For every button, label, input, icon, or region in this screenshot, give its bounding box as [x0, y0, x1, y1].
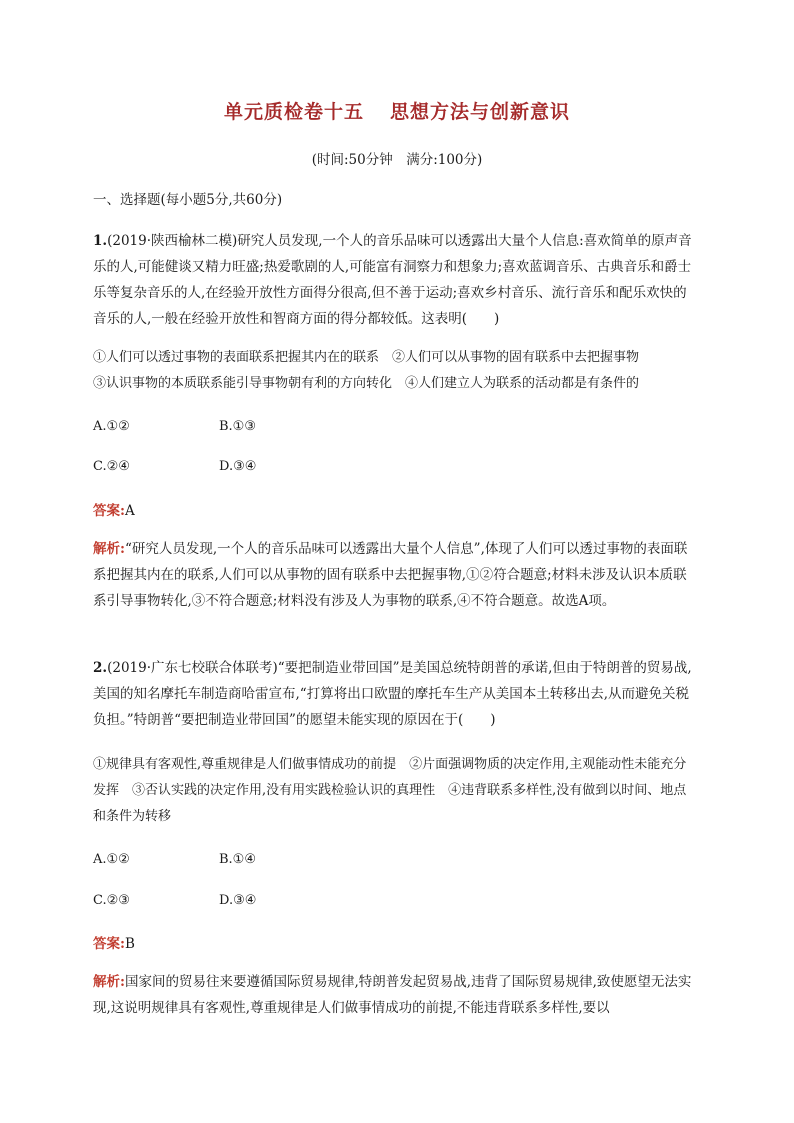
- question-1: [93, 228, 697, 332]
- question-2-explanation: [93, 969, 697, 1021]
- choice-c: C.②④: [93, 459, 130, 474]
- question-text: (2019·陕西榆林二模)研究人员发现,一个人的音乐品味可以透露出大量个人信息:喜欢简单的原声音乐的人,可能健谈又精力旺盛;热爱歌剧的人,可能富有洞察力和想象力;喜欢蓝调音乐、古典音乐和爵士乐等复杂音乐的人,在经验开放性方面得分很高,但不善于运动;喜欢乡村音乐、流行音乐和配乐欢快的音乐的人,一般在经验开放性和智商方面的得分都较低。这表明( ): [93, 233, 692, 327]
- choice-a: A.①②: [93, 419, 130, 434]
- explanation-text: 国家间的贸易往来要遵循国际贸易规律,特朗普发起贸易战,违背了国际贸易规律,致使愿望无法实现,这说明规律具有客观性,尊重规律是人们做事情成功的前提,不能违背联系多样性,要以: [93, 974, 692, 1016]
- answer-value: A: [124, 503, 135, 519]
- exam-info: (时间:50分钟 满分:100分): [311, 152, 483, 168]
- choice-a: A.①②: [93, 852, 130, 867]
- statement-line: ③认识事物的本质联系能引导事物朝有利的方向转化 ④人们建立人为联系的活动都是有条件的: [93, 376, 640, 391]
- statement-line: ①人们可以透过事物的表面联系把握其内在的联系 ②人们可以从事物的固有联系中去把握事物: [93, 350, 640, 365]
- title-unit: 单元质检卷十五: [223, 101, 364, 123]
- title-topic: 思想方法与创新意识: [390, 101, 571, 123]
- statement-text: ①规律具有客观性,尊重规律是人们做事情成功的前提 ②片面强调物质的决定作用,主观能动性未能充分发挥 ③否认实践的决定作用,没有用实践检验认识的真理性 ④违背联系多样性,没有做到以时间、地点和条件为转移: [93, 757, 687, 824]
- question-1-answer: [93, 499, 135, 519]
- answer-value: B: [124, 936, 135, 952]
- choice-d: D.③④: [219, 459, 257, 474]
- question-1-explanation: [93, 536, 697, 614]
- question-number: 1.: [93, 233, 108, 249]
- answer-label: 答案:: [93, 936, 125, 952]
- choice-c: C.②③: [93, 893, 130, 908]
- choice-b: B.①④: [219, 852, 256, 867]
- explanation-label: 解析:: [93, 541, 125, 557]
- question-2-statements: [93, 752, 697, 830]
- page-title: [0, 97, 794, 124]
- question-number: 2.: [93, 660, 108, 676]
- answer-label: 答案:: [93, 503, 125, 519]
- question-2: [93, 655, 697, 733]
- explanation-label: 解析:: [93, 974, 125, 990]
- question-text: (2019·广东七校联合体联考)“要把制造业带回国”是美国总统特朗普的承诺,但由于特朗普的贸易战,美国的知名摩托车制造商哈雷宣布,“打算将出口欧盟的摩托车生产从美国本土转移出去,从而避免关税负担。”特朗普“要把制造业带回国”的愿望未能实现的原因在于( ): [93, 660, 692, 728]
- choice-b: B.①③: [219, 419, 256, 434]
- section-heading: 一、选择题(每小题5分,共60分): [93, 192, 283, 208]
- question-2-answer: [93, 932, 135, 952]
- explanation-text: “研究人员发现,一个人的音乐品味可以透露出大量个人信息”,体现了人们可以透过事物的表面联系把握其内在的联系,人们可以从事物的固有联系中去把握事物,①②符合题意;材料未涉及认识本质联系引导事物转化,③不符合题意;材料没有涉及人为事物的联系,④不符合题意。故选A项。: [93, 541, 688, 609]
- choice-d: D.③④: [219, 893, 257, 908]
- question-1-statements: [93, 345, 703, 397]
